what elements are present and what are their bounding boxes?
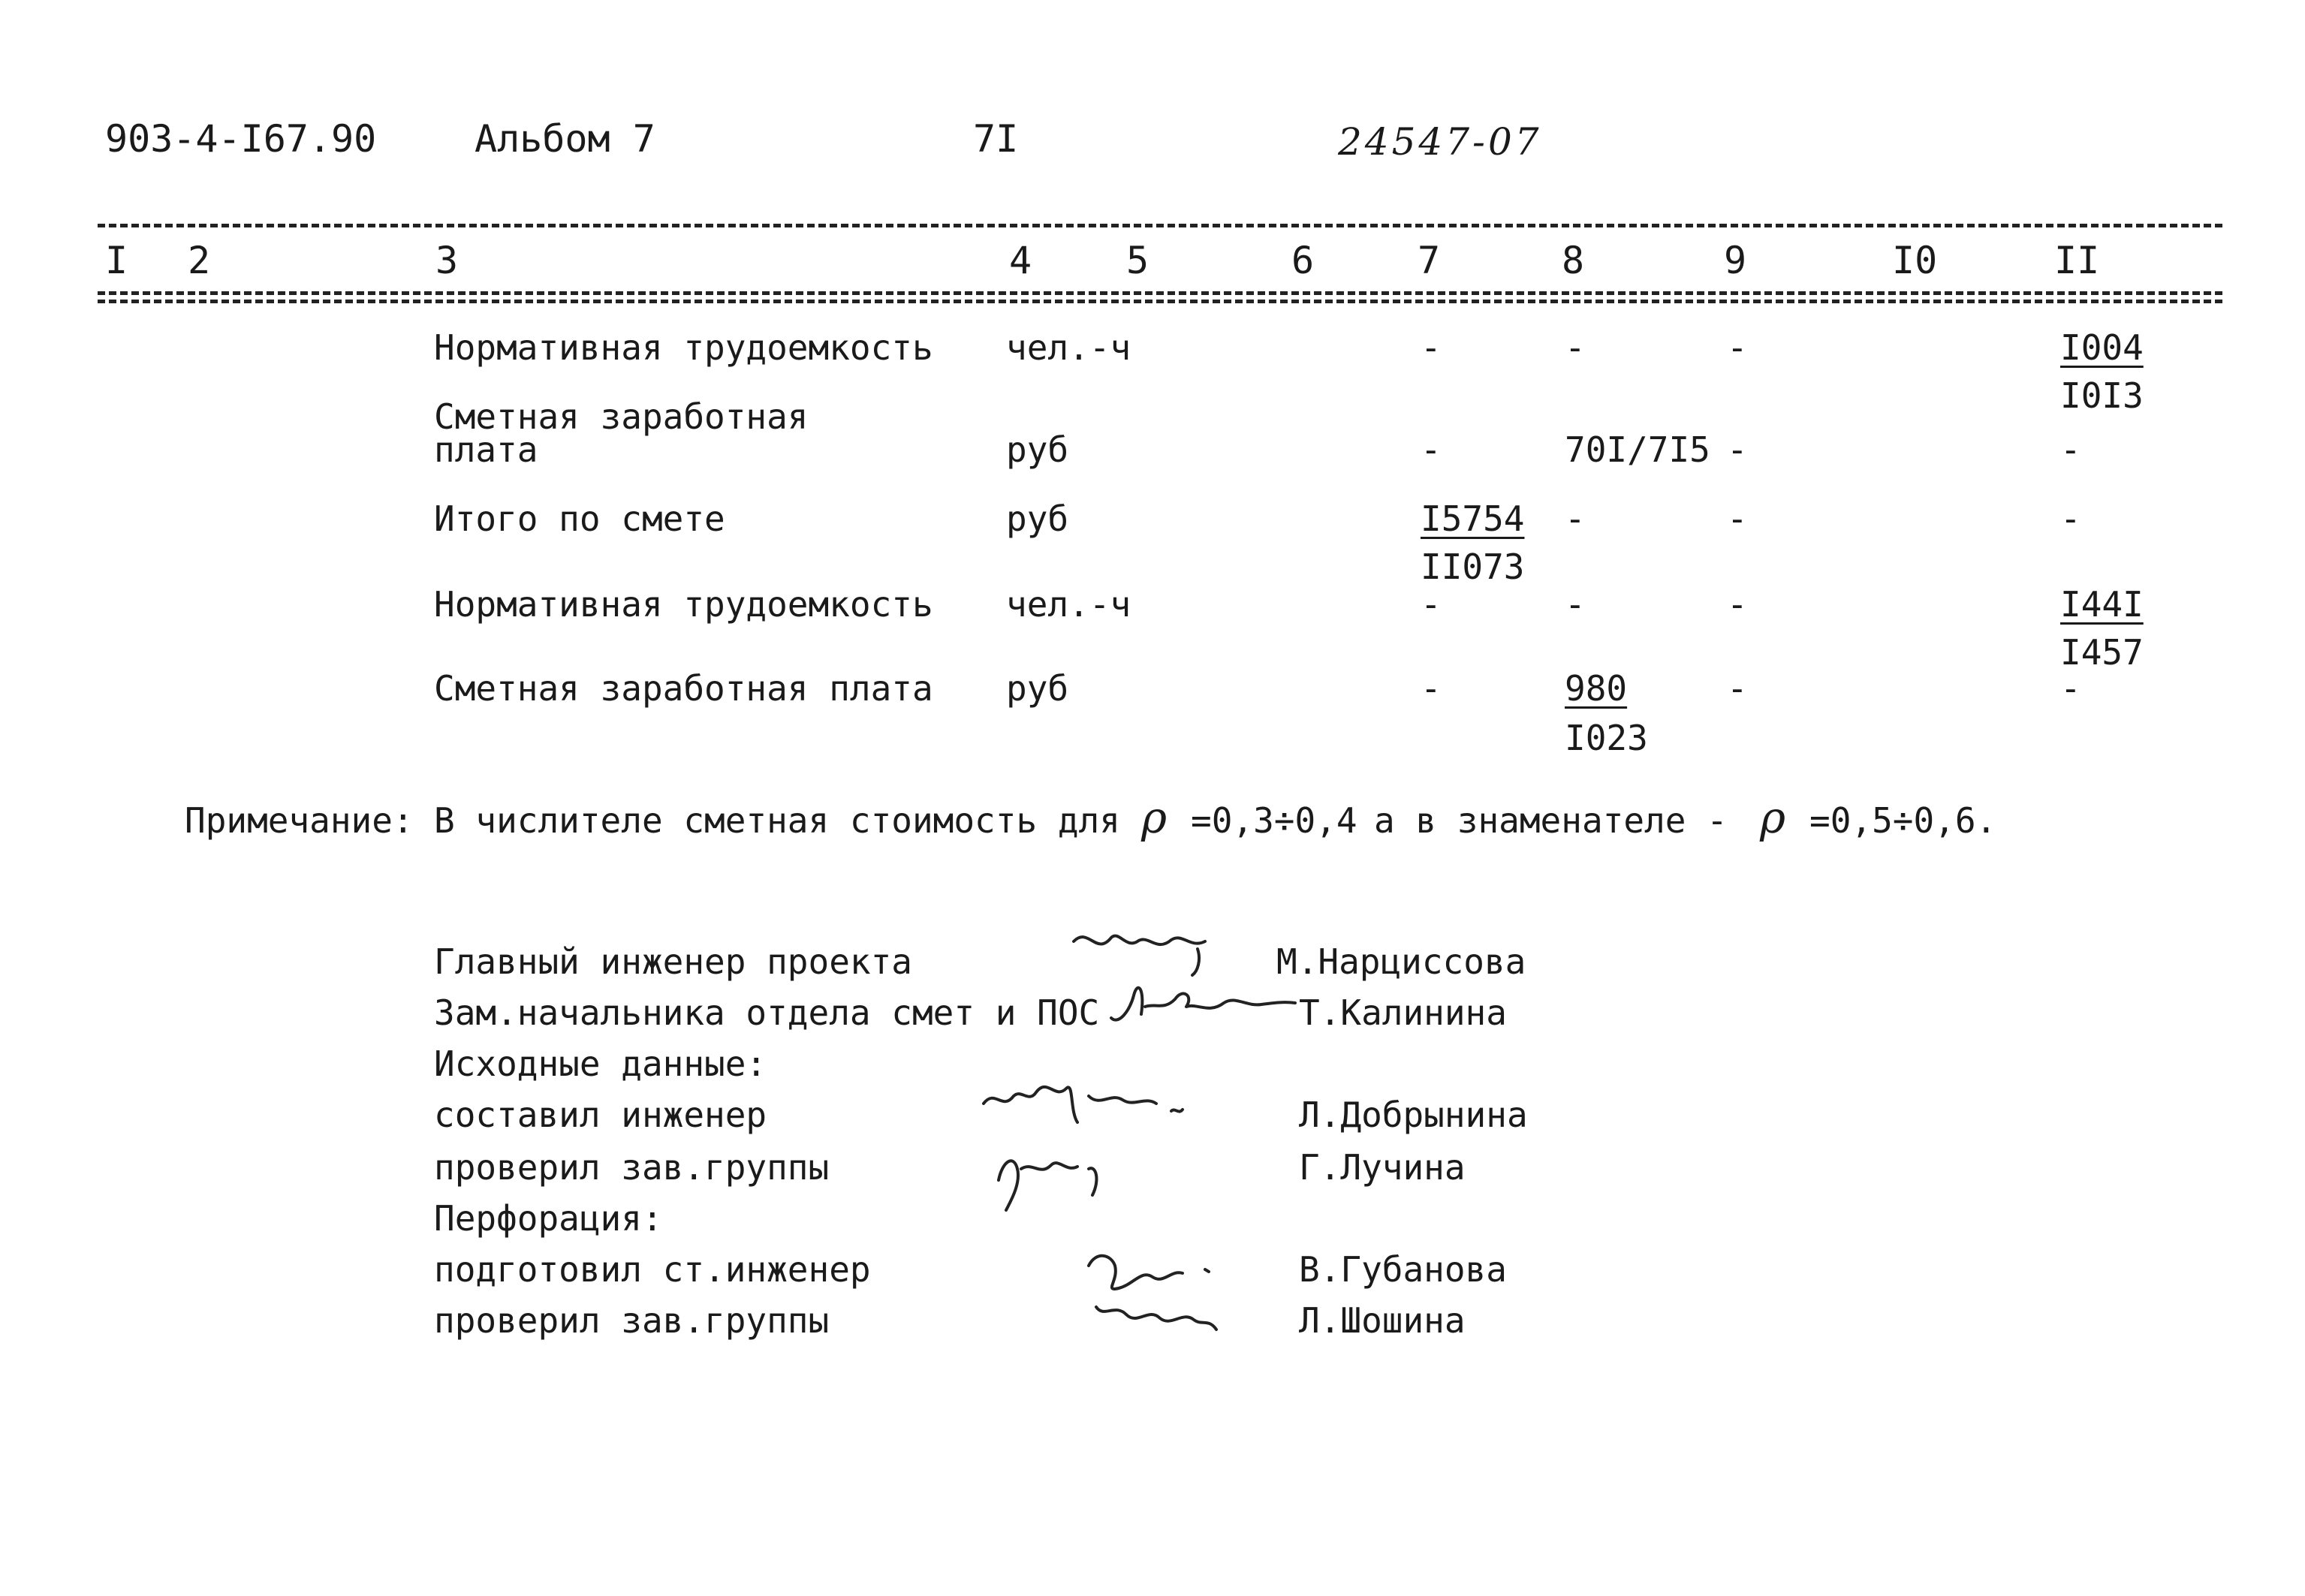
cell-col8-denominator: I023 (1565, 718, 1648, 758)
signatory-name: Л.Шошина (1299, 1300, 1466, 1341)
cell-col8: - (1565, 498, 1586, 539)
column-header: 8 (1562, 239, 1585, 282)
cell-col9: - (1727, 498, 1748, 539)
column-header: 3 (435, 239, 459, 282)
column-header: I (105, 239, 128, 282)
column-header: 5 (1126, 239, 1149, 282)
section-heading: Исходные данные: (434, 1043, 767, 1084)
row-name: Нормативная трудоемкость (434, 327, 933, 368)
page-number: 7I (973, 117, 1019, 161)
handwritten-signature (976, 1066, 1224, 1141)
cell-col7-denominator: II073 (1421, 547, 1525, 587)
signatory-name: В.Губанова (1299, 1249, 1507, 1290)
note-text: В числителе сметная стоимость для (434, 800, 1120, 841)
note-text-continued: а в знаменателе - (1374, 800, 1728, 841)
handwritten-signature (1066, 919, 1239, 979)
column-header: 7 (1418, 239, 1441, 282)
signatory-name: Т.Калинина (1299, 992, 1507, 1033)
cell-col9: - (1727, 429, 1748, 470)
table-header-top-rule (98, 224, 2222, 227)
row-name: Нормативная трудоемкость (434, 584, 933, 625)
cell-col9: - (1727, 584, 1748, 625)
cell-col7: - (1421, 584, 1442, 625)
column-header: 4 (1009, 239, 1032, 282)
row-unit: руб (1006, 668, 1069, 709)
document-number: 24547-07 (1338, 120, 1542, 164)
row-unit: руб (1006, 429, 1069, 470)
cell-col9: - (1727, 327, 1748, 368)
signatory-title: Главный инженер проекта (434, 941, 912, 982)
row-name: Итого по смете (434, 498, 725, 539)
note-label: Примечание: (185, 800, 414, 841)
row-unit: чел.-ч (1006, 327, 1131, 368)
handwritten-signature (984, 1135, 1156, 1218)
cell-col7: - (1421, 327, 1442, 368)
column-header: 6 (1291, 239, 1315, 282)
table-header-bottom-rule (98, 291, 2222, 303)
column-header: 9 (1724, 239, 1747, 282)
signatory-name: Л.Добрынина (1299, 1095, 1528, 1135)
cell-col8: - (1565, 327, 1586, 368)
section-heading: Перфорация: (434, 1198, 663, 1239)
cell-col9: - (1727, 668, 1748, 709)
rho-symbol: ρ (1760, 792, 1786, 843)
cell-col11-numerator: I004 (2060, 327, 2144, 368)
signatory-name: М.Нарциссова (1276, 941, 1526, 982)
row-unit: руб (1006, 498, 1069, 539)
rho-symbol: ρ (1141, 792, 1168, 843)
signatory-title: подготовил ст.инженер (434, 1249, 871, 1290)
cell-col7-numerator: I5754 (1421, 498, 1525, 539)
column-header: I0 (1892, 239, 1938, 282)
row-name: Сметная заработная плата (434, 668, 933, 709)
cell-col8: 70I/7I5 (1565, 429, 1710, 470)
handwritten-signature (1104, 973, 1299, 1040)
cell-col11: - (2060, 668, 2081, 709)
row-unit: чел.-ч (1006, 584, 1131, 625)
signatory-title: Зам.начальника отдела смет и ПОС (434, 992, 1100, 1033)
cell-col7: - (1421, 668, 1442, 709)
row-name: Сметная заработная (434, 396, 809, 437)
cell-col11: - (2060, 429, 2081, 470)
cell-col8-numerator: 980 (1565, 668, 1628, 709)
cell-col7: - (1421, 429, 1442, 470)
signatory-title: проверил зав.группы (434, 1147, 830, 1188)
note-range-numerator: =0,3÷0,4 (1191, 800, 1357, 841)
row-name-continued: плата (434, 429, 538, 470)
cell-col11-denominator: I0I3 (2060, 375, 2144, 416)
signatory-title: составил инженер (434, 1095, 767, 1135)
cell-col11-numerator: I44I (2060, 584, 2144, 625)
column-header: 2 (188, 239, 211, 282)
cell-col11: - (2060, 498, 2081, 539)
signatory-title: проверил зав.группы (434, 1300, 830, 1341)
column-header: II (2054, 239, 2100, 282)
handwritten-signature (1074, 1236, 1261, 1348)
album-label: Альбом 7 (475, 117, 655, 161)
signatory-name: Г.Лучина (1299, 1147, 1466, 1188)
note-range-denominator: =0,5÷0,6. (1809, 800, 1997, 841)
project-code: 903-4-I67.90 (105, 117, 377, 161)
cell-col11-denominator: I457 (2060, 632, 2144, 673)
cell-col8: - (1565, 584, 1586, 625)
